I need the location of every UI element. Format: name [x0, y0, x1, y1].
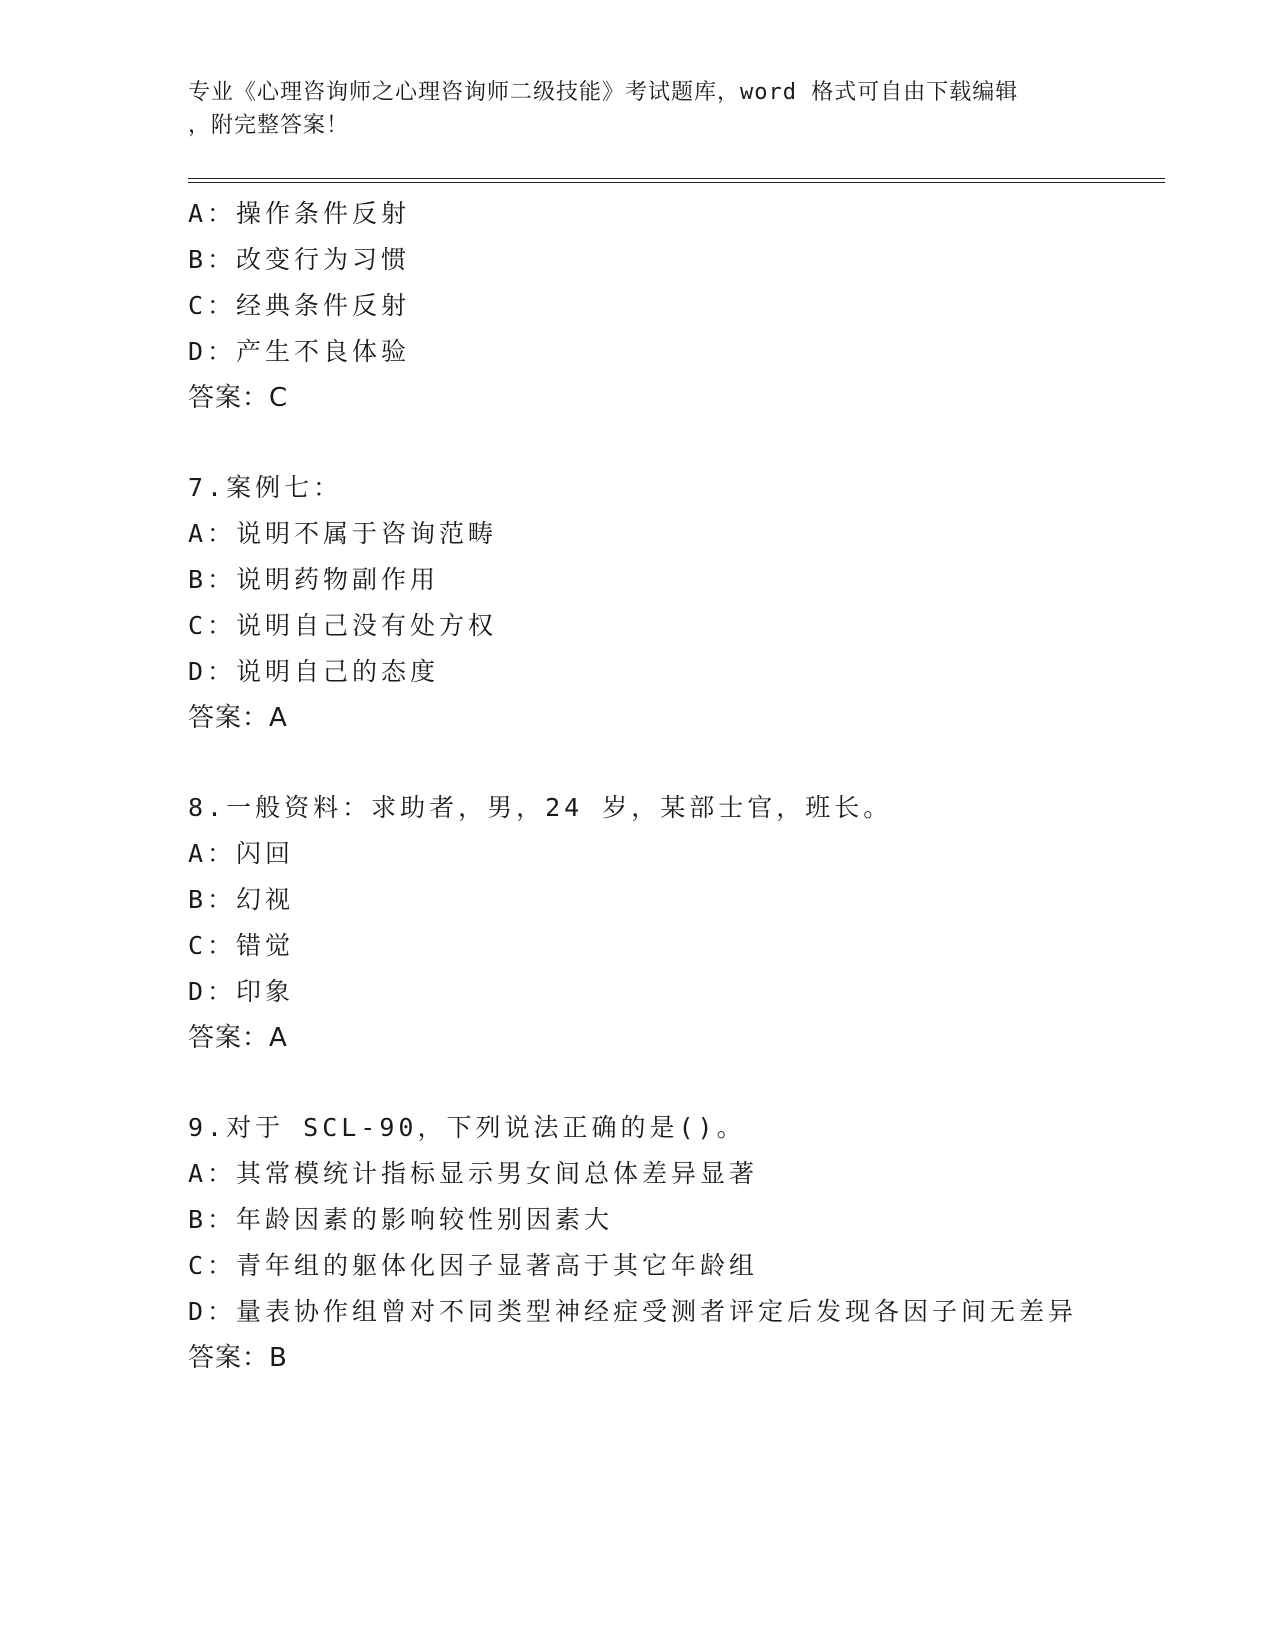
- option-a: A：其常模统计指标显示男女间总体差异显著: [188, 1159, 759, 1188]
- question-block: [188, 191, 1168, 421]
- option-d: D：量表协作组曾对不同类型神经症受测者评定后发现各因子间无差异: [188, 1297, 1078, 1326]
- answer-line: 答案：A: [188, 1023, 288, 1053]
- option-b: B：说明药物副作用: [188, 565, 440, 594]
- answer-line: 答案：A: [188, 703, 288, 733]
- option-b: B：年龄因素的影响较性别因素大: [188, 1205, 614, 1234]
- question-block: [188, 785, 1168, 1061]
- question-block: [188, 1105, 1168, 1381]
- option-d: D：说明自己的态度: [188, 657, 440, 686]
- option-a: A：操作条件反射: [188, 199, 411, 228]
- option-b: B：幻视: [188, 885, 295, 914]
- question-stem: 7.案例七：: [188, 473, 343, 502]
- option-a: A：闪回: [188, 839, 295, 868]
- document-header: [188, 76, 1088, 142]
- question-stem: 9.对于 SCL-90，下列说法正确的是()。: [188, 1113, 746, 1142]
- question-block: [188, 465, 1168, 741]
- option-c: C：经典条件反射: [188, 291, 411, 320]
- option-c: C：说明自己没有处方权: [188, 611, 498, 640]
- option-b: B：改变行为习惯: [188, 245, 411, 274]
- answer-line: 答案：B: [188, 1343, 288, 1373]
- question-stem: 8.一般资料：求助者，男，24 岁，某部士官，班长。: [188, 793, 893, 822]
- header-divider: [188, 178, 1165, 183]
- option-a: A：说明不属于咨询范畴: [188, 519, 498, 548]
- header-line-1: 专业《心理咨询师之心理咨询师二级技能》考试题库，word 格式可自由下载编辑: [188, 80, 1019, 105]
- option-d: D：印象: [188, 977, 295, 1006]
- option-c: C：青年组的躯体化因子显著高于其它年龄组: [188, 1251, 759, 1280]
- answer-line: 答案：C: [188, 383, 289, 413]
- question-list: [188, 191, 1168, 1381]
- option-d: D：产生不良体验: [188, 337, 411, 366]
- header-line-2: ，附完整答案！: [188, 113, 350, 138]
- option-c: C：错觉: [188, 931, 295, 960]
